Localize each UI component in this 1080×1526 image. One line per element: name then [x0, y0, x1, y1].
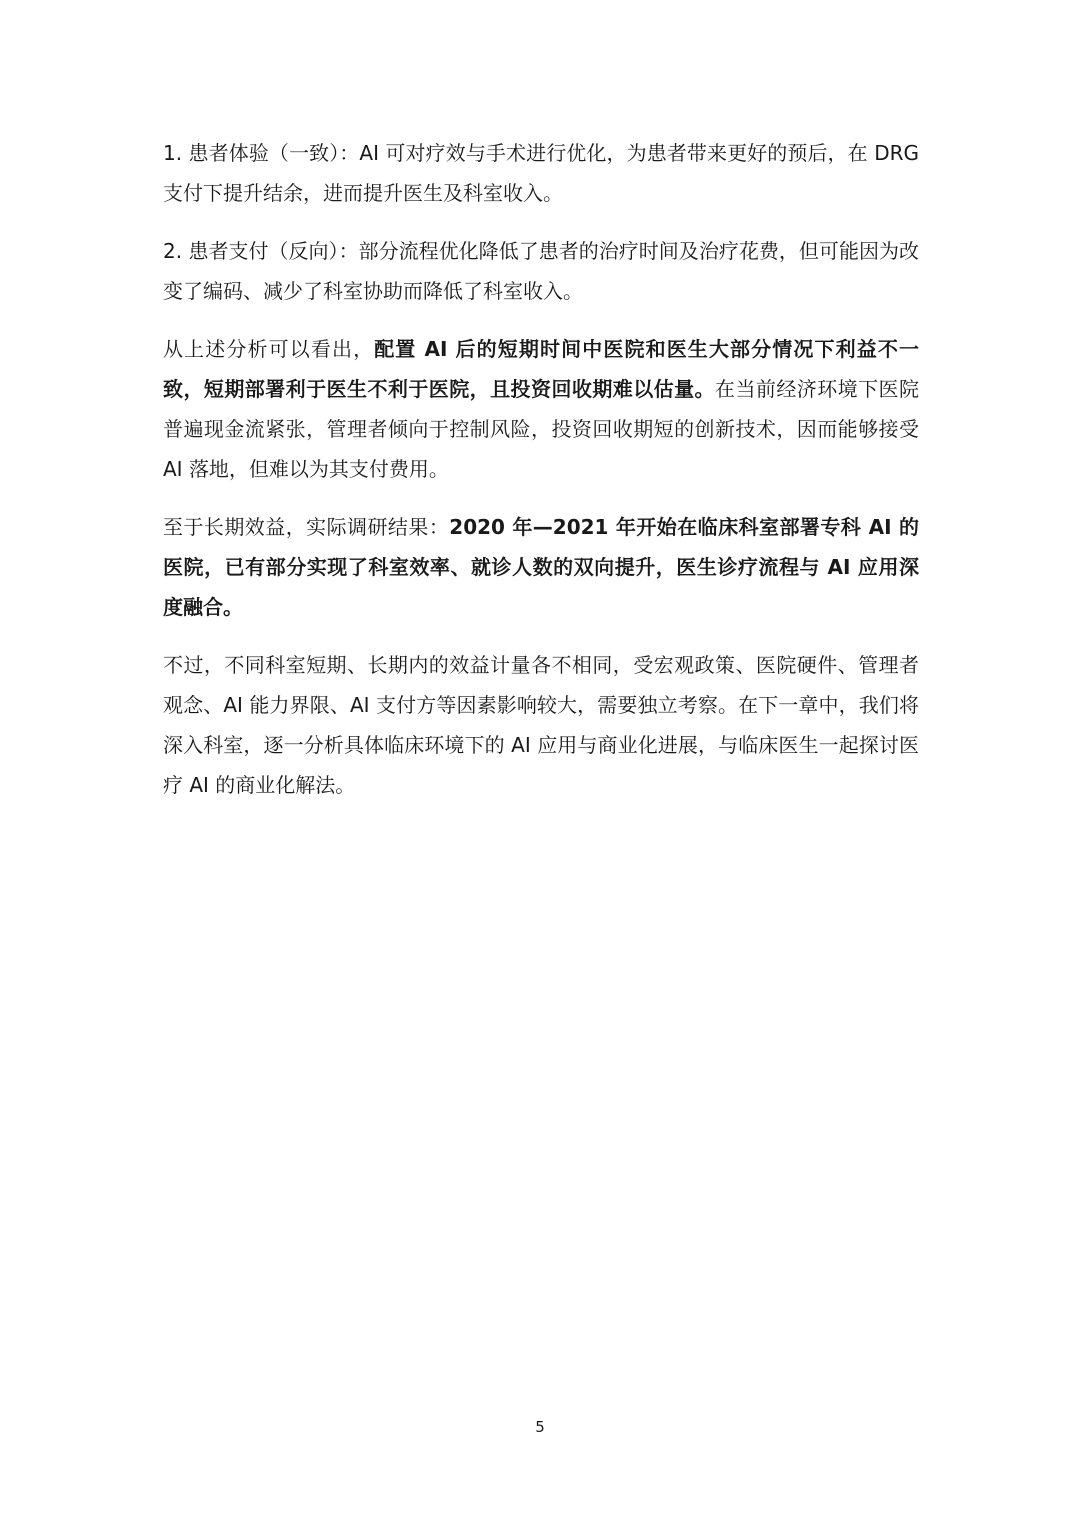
paragraph-next-chapter: [163, 645, 919, 805]
paragraph-patient-experience: [163, 133, 919, 213]
paragraph-analysis-summary: [163, 329, 919, 489]
paragraph-tail-text: 在当前经济环境下医院普遍现金流紧张，管理者倾向于控制风险，投资回收期短的创新技术，因而能够接受 AI 落地，但难以为其支付费用。: [163, 377, 919, 481]
paragraph-long-term-benefit: [163, 507, 919, 627]
paragraph-lead-text: 至于长期效益，实际调研结果：: [163, 515, 450, 539]
paragraph-patient-payment: [163, 231, 919, 311]
paragraph-text: 2. 患者支付（反向）：部分流程优化降低了患者的治疗时间及治疗花费，但可能因为改变了编码、减少了科室协助而降低了科室收入。: [163, 239, 919, 303]
paragraph-text: 1. 患者体验（一致）：AI 可对疗效与手术进行优化，为患者带来更好的预后，在 DRG 支付下提升结余，进而提升医生及科室收入。: [163, 141, 919, 205]
paragraph-lead-text: 从上述分析可以看出，: [163, 337, 375, 361]
paragraph-bold-text: 配置 AI 后的短期时间中医院和医生大部分情况下利益不一致，短期部署利于医生不利于医院，且投资回收期难以估量。: [163, 337, 919, 401]
paragraph-text: 不过，不同科室短期、长期内的效益计量各不相同，受宏观政策、医院硬件、管理者观念、AI 能力界限、AI 支付方等因素影响较大，需要独立考察。在下一章中，我们将深入科室，逐一分析具体临床环境下的 AI 应用与商业化进展，与临床医生一起探讨医疗 AI 的商业化解法。: [163, 653, 919, 797]
paragraph-bold-text: 2020 年—2021 年开始在临床科室部署专科 AI 的医院，已有部分实现了科室效率、就诊人数的双向提升，医生诊疗流程与 AI 应用深度融合。: [163, 515, 919, 619]
page-number: 5: [535, 1418, 545, 1436]
document-body: [163, 133, 919, 823]
